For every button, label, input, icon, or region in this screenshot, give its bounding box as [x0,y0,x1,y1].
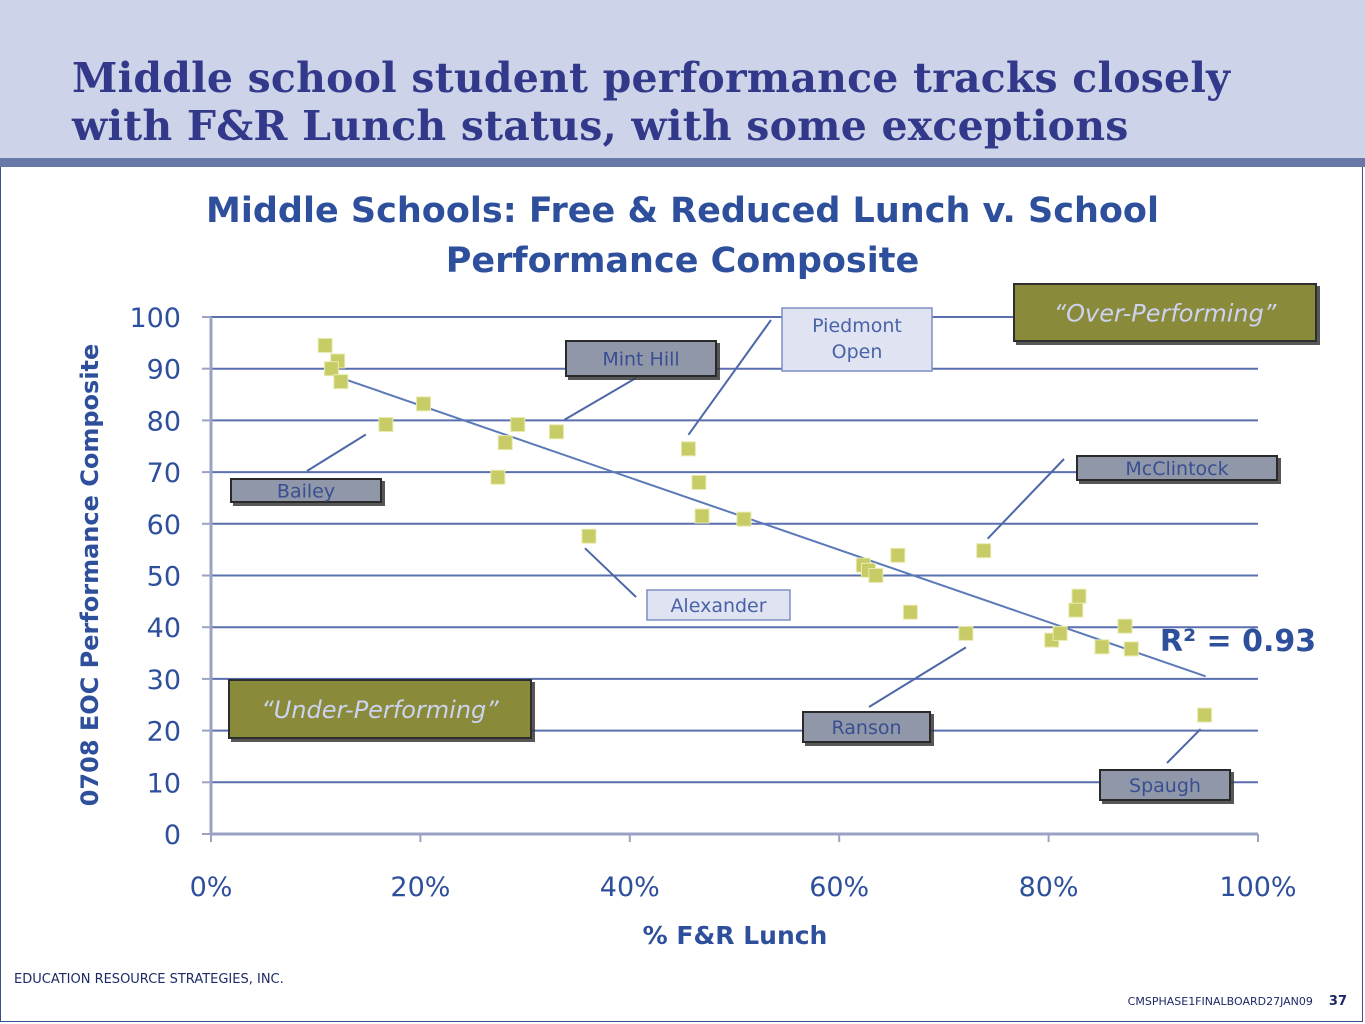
headline-line-1: Middle school student performance tracks closely [72,54,1231,102]
data-point [334,375,348,389]
data-point [318,338,332,352]
footer-document-info [1128,994,1347,1009]
r-squared-label: R² = 0.93 [1159,624,1317,659]
y-tick-label: 40 [146,613,181,645]
callout-label: McClintock [1125,458,1229,480]
x-tick-label: 60% [809,872,870,903]
callout-leader-line [988,459,1064,539]
x-tick-label: 80% [1018,872,1079,903]
y-tick-label: 100 [129,303,181,334]
callout-label: Bailey [276,480,336,503]
data-point [692,475,706,489]
data-point [324,362,338,376]
x-tick-label: 0% [189,872,233,903]
data-point [1069,603,1083,617]
data-point [891,548,905,562]
data-point [1072,589,1086,603]
callout-leader-line [565,378,636,420]
data-point [737,512,751,526]
callout-leader-line [869,647,966,707]
callout-label: Mint Hill [602,348,680,371]
page-number: 37 [1328,994,1347,1009]
grid-layer [211,317,1258,834]
data-point [511,418,525,432]
y-tick-label: 90 [146,354,181,386]
y-tick-label: 60 [146,509,181,541]
region-label: “Under-Performing” [261,696,499,724]
y-tick-label: 20 [146,716,181,748]
point-layer [318,338,1211,722]
data-point [582,529,596,543]
data-point [379,418,393,432]
callout-leader-line [688,320,771,435]
region-label: “Over-Performing” [1053,299,1277,328]
data-point [550,425,564,439]
data-point [1198,708,1212,722]
data-point [681,442,695,456]
data-point [498,436,512,450]
footer-document-code: CMSPHASE1FINALBOARD27JAN09 [1127,995,1313,1008]
callout-leader-line [307,435,366,471]
callout-label: Open [831,341,883,363]
y-tick-label: 0 [163,820,181,851]
data-point [695,509,709,523]
x-tick-label: 40% [599,872,660,903]
y-axis-title: 0708 EOC Performance Composite [76,343,104,807]
data-point [869,569,883,583]
headline-line-2: with F&R Lunch status, with some exceptions [72,102,1129,150]
data-point [977,544,991,558]
x-tick-label: 100% [1219,872,1297,903]
trend-layer [337,376,1206,676]
chart-title-line-1: Middle Schools: Free & Reduced Lunch v. School [206,191,1159,231]
y-tick-label: 10 [146,768,181,800]
callout-label: Spaugh [1129,775,1201,797]
callout-label: Piedmont [812,315,902,337]
callout-label: Alexander [670,595,767,617]
y-tick-label: 80 [146,406,181,438]
callout-leader-line [1167,729,1201,763]
data-point [1118,619,1132,633]
chart-title-line-2: Performance Composite [445,241,920,281]
y-tick-label: 50 [146,561,181,593]
data-point [1124,642,1138,656]
data-point [903,605,917,619]
footer-organization: EDUCATION RESOURCE STRATEGIES, INC. [14,972,284,987]
region-layer [229,284,1316,738]
trendline [337,376,1206,676]
x-tick-label: 20% [390,872,451,903]
data-point [417,397,431,411]
x-axis-title: % F&R Lunch [642,921,828,950]
data-point [959,626,973,640]
callout-leader-line [585,548,636,597]
y-tick-label: 30 [146,664,181,696]
callout-label: Ranson [831,717,902,739]
data-point [1095,640,1109,654]
y-tick-label: 70 [146,458,181,490]
data-point [1053,626,1067,640]
data-point [491,470,505,484]
